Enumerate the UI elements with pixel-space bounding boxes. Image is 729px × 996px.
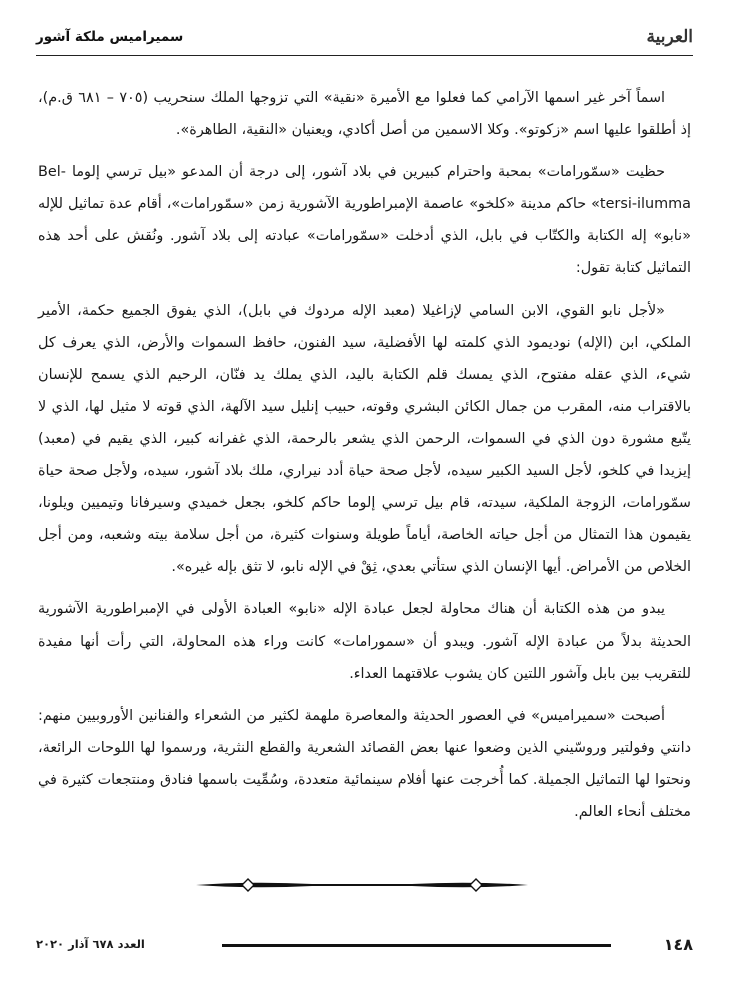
paragraph-5: أصبحت «سميراميس» في العصور الحديثة والمعاصرة ملهمة لكثير من الشعراء والفنانين الأوروبيين منهم: دانتي وفولتير وروسّيني الذين وضعوا عنها بعض القصائد الشعرية والقطع النثرية، ورسموا لها اللوحات الرائعة، ونحتوا لها التماثيل الجميلة. كما أُخرجت عنها أفلام سينمائية متعددة، وسُمِّيت باسمها فنادق ومنتجعات كثيرة في مختلف أنحاء العالم. xyxy=(38,707,691,820)
issue-info: العدد ٦٧٨ آذار ٢٠٢٠ xyxy=(36,937,145,951)
running-title: سميراميس ملكة آشور xyxy=(36,29,184,45)
paragraph-1: اسماً آخر غير اسمها الآرامي كما فعلوا مع الأميرة «نقية» التي تزوجها الملك سنحريب (٧٠٥ – ٦٨١ ق.م)، إذ أطلقوا عليها اسم «زكوتو». وكلا الاسمين من أصل أكادي، ويعنيان «النقية، الطاهرة». xyxy=(38,90,691,139)
footer-rule xyxy=(222,944,611,947)
paragraph-3: «لأجل نابو القوي، الابن السامي لإزاغيلا (معبد الإله مردوك في بابل)، الذي يفوق الجميع حكمة، الأمير الملكي، ابن (الإله) نوديمود الذي كلمته لها الأفضلية، سيد الفنون، حافظ السموات والأرض، الذي يعرف كل شيء، الذي عقله مفتوح، الذي يمسك قلم الكتابة باليد، الذي يملك يد فنّان، الرحيم الذي يسمح للإنسان بالاقتراب منه، المقرب من جمال الكائن البشري وقوته، حبيب إنليل سيد الآلهة، الذي قوته لا مثيل لها، الذي لا يتّبع مشورة دون الذي في السموات، الرحمن الذي يشعر بالرحمة، الذي غفرانه كبير، الذي يقيم في (معبد) إيزيدا في كلخو، لأجل السيد الكبير سيده، لأجل صحة حياة أدد نيراري، ملك بلاد آشور، سيده، ولأجل صحة حياة سمّورامات، الزوجة الملكية، سيدته، قام بيل ترسي إلوما حاكم كلخو، بجعل خميدي وسيرفانا وتيميين ويلونا، يقيمون هذا التمثال من أجل حياته الخاصة، أياماً طويلة وسنوات كثيرة، من أجل سلامة بيته وشعبه، ومن أجل الخلاص من الأمراض. أيها الإنسان الذي ستأتي بعدي، ثِقْ في الإله نابو، لا تثق بإله غيره». xyxy=(38,302,691,576)
magazine-logo: العربية xyxy=(646,27,693,47)
header-rule xyxy=(36,55,693,56)
article-body xyxy=(38,82,691,838)
section-divider-ornament xyxy=(192,870,532,900)
page-header xyxy=(36,22,693,52)
page-number: ١٤٨ xyxy=(663,934,693,954)
paragraph-2: حظيت «سمّورامات» بمحبة واحترام كبيرين في بلاد آشور، إلى درجة أن المدعو «بيل ترسي إلوما Bel-tersi-ilumma» حاكم مدينة «كلخو» عاصمة الإمبراطورية الآشورية زمن «سمّورامات»، أقام عدة تماثيل للإله «نابو» إله الكتابة والكتّاب في بابل، الذي أدخلت «سمّورامات» عبادته إلى بلاد آشور. ونُقش على أحد هذه التماثيل كتابة تقول: xyxy=(38,164,691,277)
paragraph-4: يبدو من هذه الكتابة أن هناك محاولة لجعل عبادة الإله «نابو» العبادة الأولى في الإمبراطورية الآشورية الحديثة بدلاً من عبادة الإله آشور. ويبدو أن «سمورامات» كانت وراء هذه المحاولة، التي رأت أنها مفيدة للتقريب بين بابل وآشور اللتين كان يشوب علاقتهما العداء. xyxy=(38,601,691,682)
